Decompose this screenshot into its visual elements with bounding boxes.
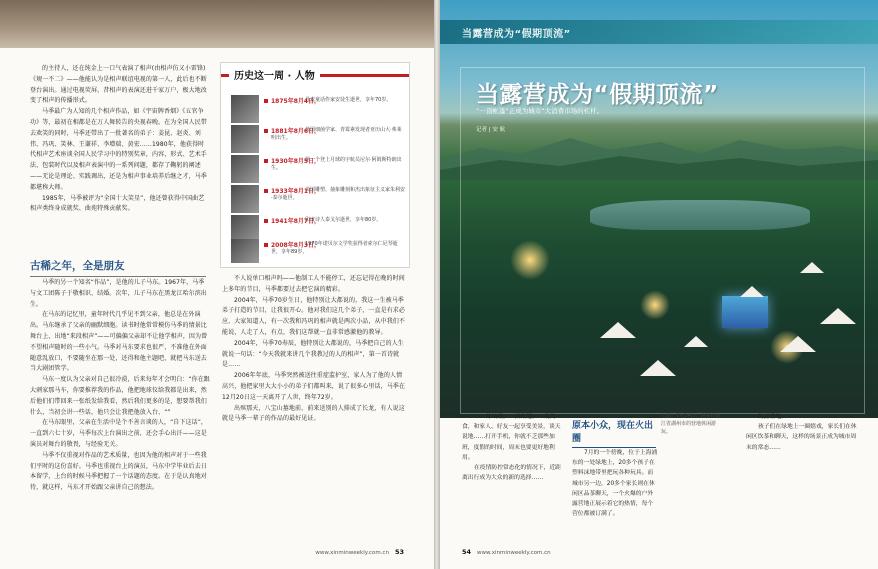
- top-photo-strip: [0, 0, 434, 48]
- portrait-image: [231, 239, 259, 263]
- intro-paragraph: 的主持人，还在纯金上一口气表演了相声(由相声仿又小雷锋)《规一不二》——他能认为是相声联谊电视的第一人，此后也不断登台演出。通过电视荧屏，昔相声的表演还进千家万户，极大地改变了相声的传播形式。: [30, 65, 207, 105]
- timeline-bullet: [264, 99, 268, 103]
- page-number: 54: [462, 548, 472, 556]
- body-paragraph: ……月结婚，一顶帐篷，一桌美食，和家人、好友一起享受美景，谈天说地……打开手机，你就不乏那些加班，度假的时间，周末也要更好地利用。: [462, 414, 561, 461]
- photo-frame: [460, 67, 865, 414]
- body-column-1: [462, 412, 566, 538]
- body-paragraph: 马季的另一个知名“作品”，是他的儿子马东。1967年，马季与文工团陈子于敬相识、结婚。次年，儿子马东在黑龙江哈尔滨出生。: [30, 279, 207, 308]
- body-paragraph: 在疫情防控常态化的情况下，近距离出行成为大众的新的选择……: [462, 465, 561, 482]
- timeline-bullet: [264, 219, 268, 223]
- timeline-entry: [231, 95, 407, 125]
- timeline-entry: [231, 125, 407, 155]
- timeline-text: 丹麦童话作家安徒生逝世，享年70岁。: [305, 97, 392, 103]
- body-paragraph: 孩子们在绿地上一圈嬉戏，家长们在休闲区饮茶和聊天，这样的场景正成为城市周末的常态……: [746, 424, 857, 451]
- footer-url: www.xinminweekly.com.cn: [477, 550, 551, 556]
- intro-paragraph: 马季最广为人知的几个相声作品，如《宇宙牌香烟》《五官争功》等，最初在相都是在万人舞转告的央视春晚。在为全国人民带去欢笑的同时，马季还带出了一批著名的弟子：姜昆、赵炎、刘伟、冯巩、笑林、王谦祥、李增瑞、黄宏……1980年，他获得时代相声艺术座谈全国人民学习中的特别奖章，内容、形式、艺术手法，包装时代以及相声表演中的一系列问题，都存了鞠躬的阐述——无论是理论、实践调出，还是为相声事业培养后继之才，马季都堪称大师。: [30, 108, 207, 191]
- intro-column: [30, 64, 208, 215]
- portrait-image: [231, 185, 259, 213]
- body-paragraph: 2004年，马季70岁生日，他特别让大都说的，我这一生被马季弟子打造的节目，让我很开心。他对我们这几个弟子，一直是有求必应，大家知道人，有一次我和冯巩的相声就是两次小品，从中我们不能说，人走了人，有点，我们这帮就一直非常感激他的教导。: [222, 296, 406, 336]
- body-paragraph: 马季不仅重视对作品的艺术质量，也因为他的相声对于一些我们平时的这份喜好。马季也重视台上的演员，马东中学毕业后去日本留学，上台的时候马季把握了一个话题的态度。在于是认真地对待，就这样，马东才开始跟父亲讲自己的想法。: [30, 451, 207, 492]
- timeline-date: 1930年8月5日，: [271, 158, 321, 165]
- body-paragraph: 的露营地。: [758, 414, 787, 420]
- left-page: [0, 0, 434, 569]
- body-paragraph: 7月的一个傍晚，位于上海浦东的一处绿地上，20多个孩子在塑料沫地带里把玩各种玩具。而城市另一边，20多个家长则在休闲区品茶聊天，一个火爆的户外露营地正展示着它的热情，每个营位都被订满了。: [572, 450, 658, 518]
- timeline-text: 印度诗人泰戈尔逝世，享年80岁。: [305, 217, 382, 223]
- portrait-image: [231, 125, 259, 153]
- timeline-bullet: [264, 129, 268, 133]
- photo-caption: 上图：7月24日，游客在浙江省湖州市的营地休闲游玩。: [661, 413, 721, 435]
- timeline-text: 英国细菌学家、青霉素发现者亚历山大·弗莱明出生。: [271, 127, 402, 141]
- timeline-text: 第一个登上月球的宇航员尼尔·阿姆斯特朗出生。: [271, 157, 402, 171]
- timeline-date: 1875年8月4日，: [271, 98, 321, 105]
- subsection-heading: [572, 418, 656, 448]
- section-heading: [30, 254, 206, 277]
- timeline-text: 美国雕塑、抽象雕刻和杰出象征主义家朱利安·泰尔逝世。: [271, 187, 406, 201]
- right-page: [440, 0, 878, 569]
- body-column-3: [746, 412, 858, 538]
- timeline-text: 1970年诺贝尔文学奖获得者索尔仁尼琴逝世，享年89岁。: [271, 241, 398, 255]
- body-column-1: [30, 278, 210, 544]
- page-number: 53: [394, 548, 404, 556]
- body-paragraph: 2004年，马季70寿辰，他特别让大都说的，马季把自己的人生就说一句话：“今天我就来讲几个我教过的人的相声”，第一首诗就是……: [222, 339, 404, 369]
- article-headline: 当露营成为“假期顶流”: [476, 82, 719, 108]
- history-sidebar: [220, 62, 410, 268]
- timeline-entry: [231, 239, 407, 269]
- body-paragraph: 在马东眼里，父亲在生活中是个不善言谈的人，“自下这话”，一直到六七十岁，马季每次上台演出之前，还会手心出汗——这是演员对舞台的敬畏，与经验无关。: [30, 419, 208, 448]
- body-paragraph: 在马东的记忆里，童年时代几乎见不到父亲，他总是在外演出。马东继承了父亲的幽默细胞。读书时他常常模仿马季的情景比舞台上，出地“来段相声”——可偏偏父亲却不让他学相声，因为曾不望相声随时的一些小气。马季对马东要求也很严，不准他在外面随意乱放口，不要随坐在那一处，还得和他主题吧，就把马东送去当大剧团管学。: [30, 311, 208, 373]
- timeline-date: 1881年8月6日，: [271, 128, 321, 135]
- body-column-2: [222, 274, 406, 544]
- footer-url: www.xinminweekly.com.cn: [315, 550, 389, 556]
- sidebar-title-label: 历史这一周 · 人物: [229, 67, 320, 82]
- series-tag: 当露营成为“假期顶流”: [462, 29, 571, 40]
- article-subhead: “一顶帐篷”正成为城市“大消费市场的杠杆。: [476, 107, 604, 115]
- timeline-date: 1933年8月1日，: [271, 188, 321, 195]
- body-paragraph: 2006年年底，马季突然被送往重症监护室，家人为了他的人情高兴，他把家里大大小小的弟子们都叫来，说了很多心里话，马季在12月20日这一天离开了人世，终年72岁。: [222, 372, 406, 401]
- body-paragraph: 出殡那天，八宝山墓地前，前来送别的人排成了长龙，有人说这就是马季一辈子的作品的最好见证。: [222, 404, 405, 423]
- timeline-bullet: [264, 189, 268, 193]
- page-footer: [462, 548, 551, 556]
- timeline-bullet: [264, 243, 268, 247]
- portrait-image: [231, 155, 259, 183]
- body-paragraph: 不人说单口相声吗——他制工人不能停工，还忘记得在晚的时间上多年的节目，马季都要过去把它演的精彩。: [222, 275, 405, 293]
- timeline-date: 1941年8月7日，: [271, 218, 321, 225]
- intro-paragraph: 1985年，马季被评为“全国十大笑星”，他还曾获得中国曲艺相声类终身成就奖、曲苑特殊贡献奖。: [30, 194, 205, 213]
- timeline-date: 2008年8月3日，: [271, 242, 321, 249]
- timeline-entry: [231, 155, 407, 185]
- page-footer: [315, 548, 404, 556]
- body-column-2: [572, 448, 658, 538]
- section-title: 古稀之年，全是朋友: [30, 260, 125, 272]
- sidebar-title: [221, 63, 409, 89]
- subsection-title: 原本小众，现在火出圈: [572, 421, 654, 444]
- article-byline: 记者 | 安 航: [476, 127, 506, 133]
- timeline-entry: [231, 185, 407, 215]
- timeline-bullet: [264, 159, 268, 163]
- body-paragraph: 马东一度认为父亲对自己很冷漠，后来每年才会明白：“你在跟大刺家那马车，你要推荐我的作品，他把地球仪给我都是出来，然后他们们带回来一张纸发给我看，然后我们更多的是，想要帮我们什么，当初会讲一些话，他只会让我把他放入台，“”: [30, 376, 210, 416]
- portrait-image: [231, 95, 259, 123]
